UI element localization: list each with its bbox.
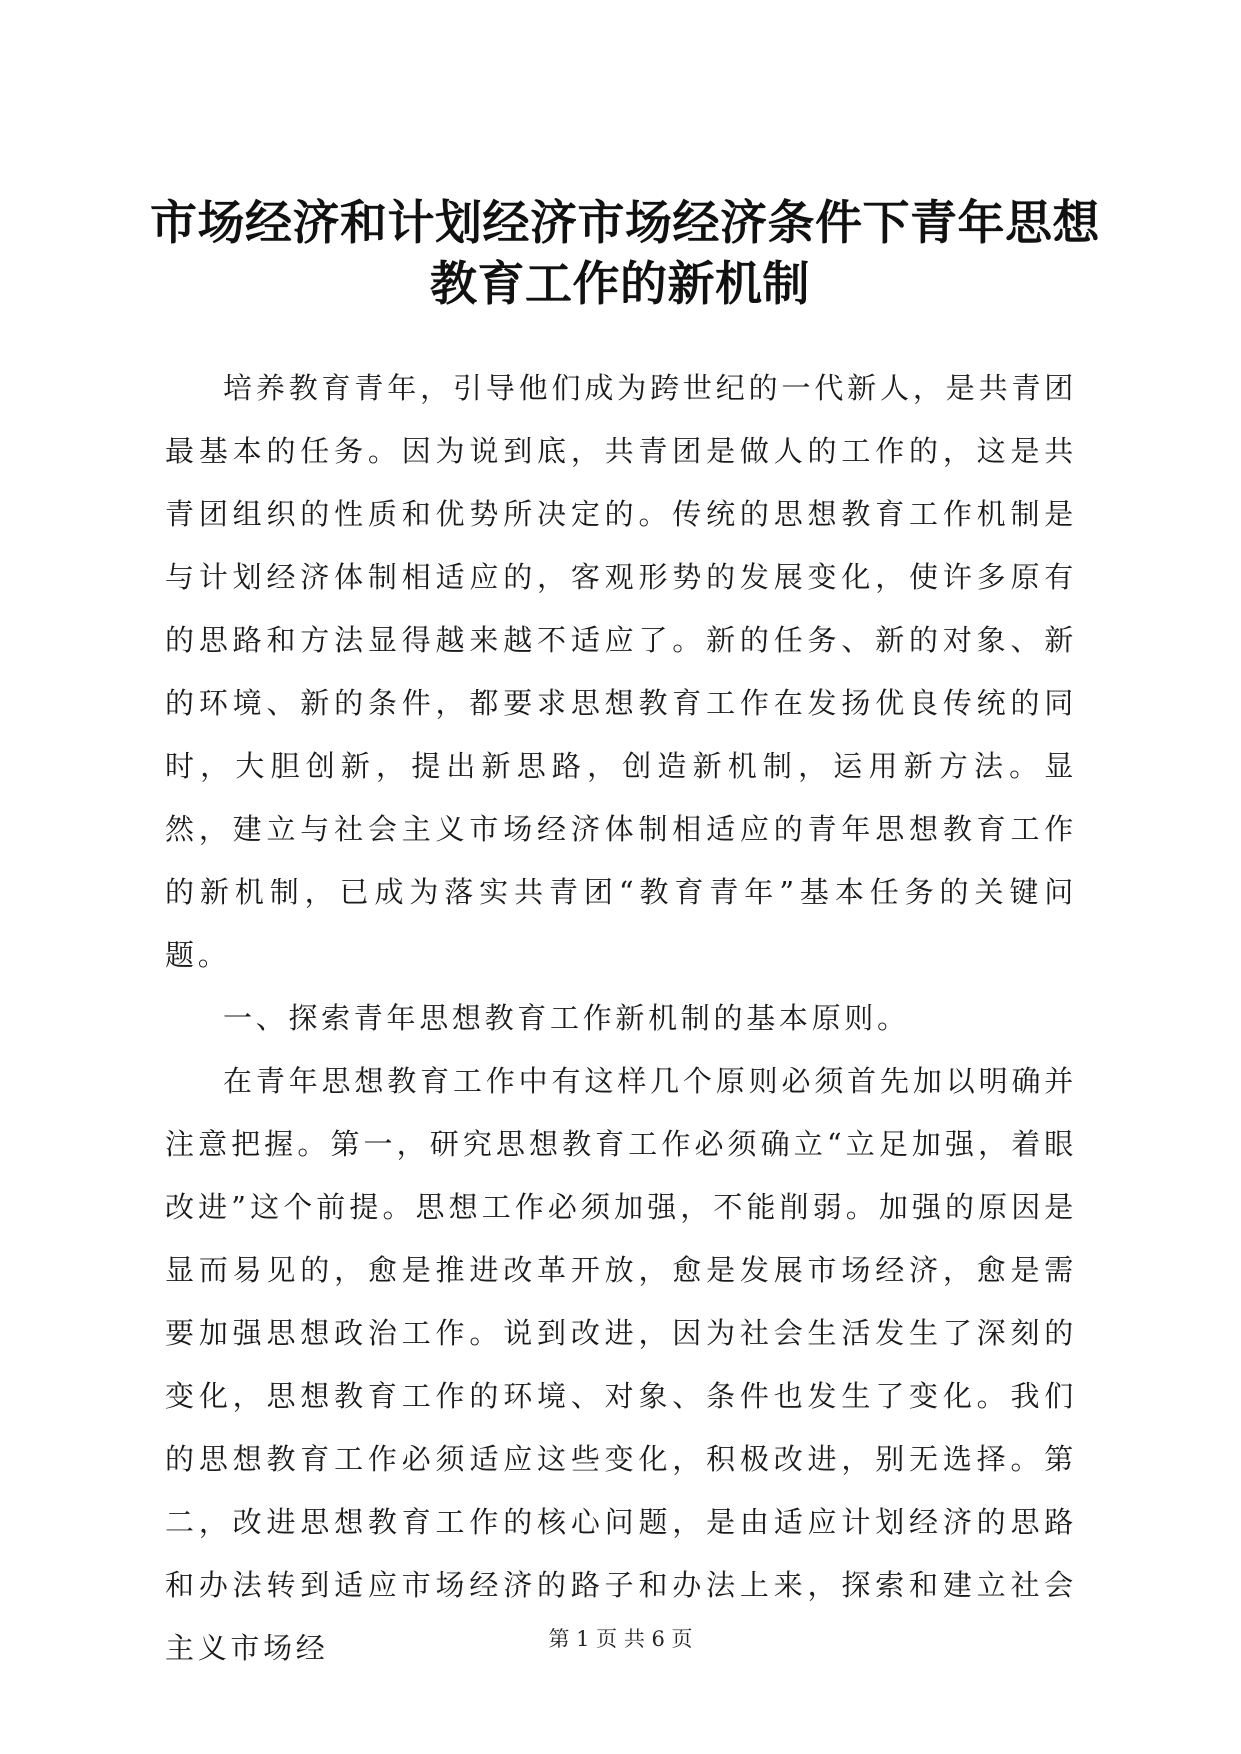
- document-body: [165, 357, 1077, 1680]
- title-line-1: 市场经济和计划经济市场经济条件下青年思想: [150, 196, 1100, 251]
- title-line-2: 教育工作的新机制: [430, 257, 810, 312]
- paragraph-intro: 培养教育青年，引导他们成为跨世纪的一代新人，是共青团最基本的任务。因为说到底，共青团是做人的工作的，这是共青团组织的性质和优势所决定的。传统的思想教育工作机制是与计划经济体制相适应的，客观形势的发展变化，使许多原有的思路和方法显得越来越不适应了。新的任务、新的对象、新的环境、新的条件，都要求思想教育工作在发扬优良传统的同时，大胆创新，提出新思路，创造新机制，运用新方法。显然，建立与社会主义市场经济体制相适应的青年思想教育工作的新机制，已成为落实共青团“教育青年”基本任务的关键问题。: [165, 371, 1077, 972]
- paragraph-principles: 在青年思想教育工作中有这样几个原则必须首先加以明确并注意把握。第一，研究思想教育工作必须确立“立足加强，着眼改进”这个前提。思想工作必须加强，不能削弱。加强的原因是显而易见的，愈是推进改革开放，愈是发展市场经济，愈是需要加强思想政治工作。说到改进，因为社会生活发生了深刻的变化，思想教育工作的环境、对象、条件也发生了变化。我们的思想教育工作必须适应这些变化，积极改进，别无选择。第二，改进思想教育工作的核心问题，是由适应计划经济的思路和办法转到适应市场经济的路子和办法上来，探索和建立社会主义市场经: [165, 1064, 1077, 1665]
- document-title: [150, 193, 1100, 315]
- page-number-footer: 第 1 页 共 6 页: [548, 1627, 693, 1651]
- section-heading-1: 一、探索青年思想教育工作新机制的基本原则。: [223, 1001, 910, 1035]
